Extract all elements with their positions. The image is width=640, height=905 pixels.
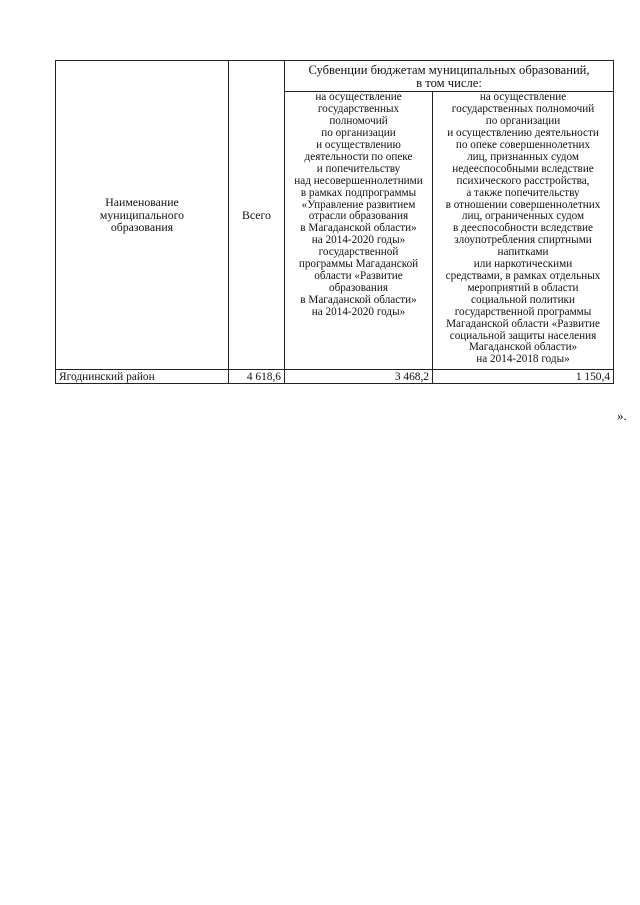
closing-quote-mark: ».: [617, 408, 627, 423]
header-municipality-name: Наименование муниципального образования: [56, 61, 229, 370]
cell-municipality: Ягоднинский район: [56, 370, 229, 384]
header-total: Всего: [229, 61, 285, 370]
cell-total: 4 618,6: [229, 370, 285, 384]
header-row-1: [56, 61, 614, 92]
cell-sub-2: 1 150,4: [433, 370, 614, 384]
table-row: [56, 370, 614, 384]
header-subventions-group: Субвенции бюджетам муниципальных образований, в том числе:: [285, 61, 614, 92]
subventions-table: [55, 60, 614, 384]
header-guardianship-adults: на осуществление государственных полномочий по организации и осуществлению деятельности по опеке совершеннолетних лиц, признанных судом недееспособными вследствие психического расстройства, а также попечительству в отношении совершеннолетних лиц, ограниченных судом в дееспособности вследствие злоупотребления спиртными напитками или наркотическими средствами, в рамках отдельных мероприятий в области социальной политики государственной программы Магаданской области «Развитие социальной защиты населения Магаданской области» на 2014-2018 годы»: [433, 92, 614, 370]
cell-sub-1: 3 468,2: [285, 370, 433, 384]
header-guardianship-minors: на осуществление государственных полномочий по организации и осуществлению деятельности по опеке и попечительству над несовершеннолетними в рамках подпрограммы «Управление развитием отрасли образования в Магаданской области» на 2014-2020 годы» государственной программы Магаданской области «Развитие образования в Магаданской области» на 2014-2020 годы»: [285, 92, 433, 370]
